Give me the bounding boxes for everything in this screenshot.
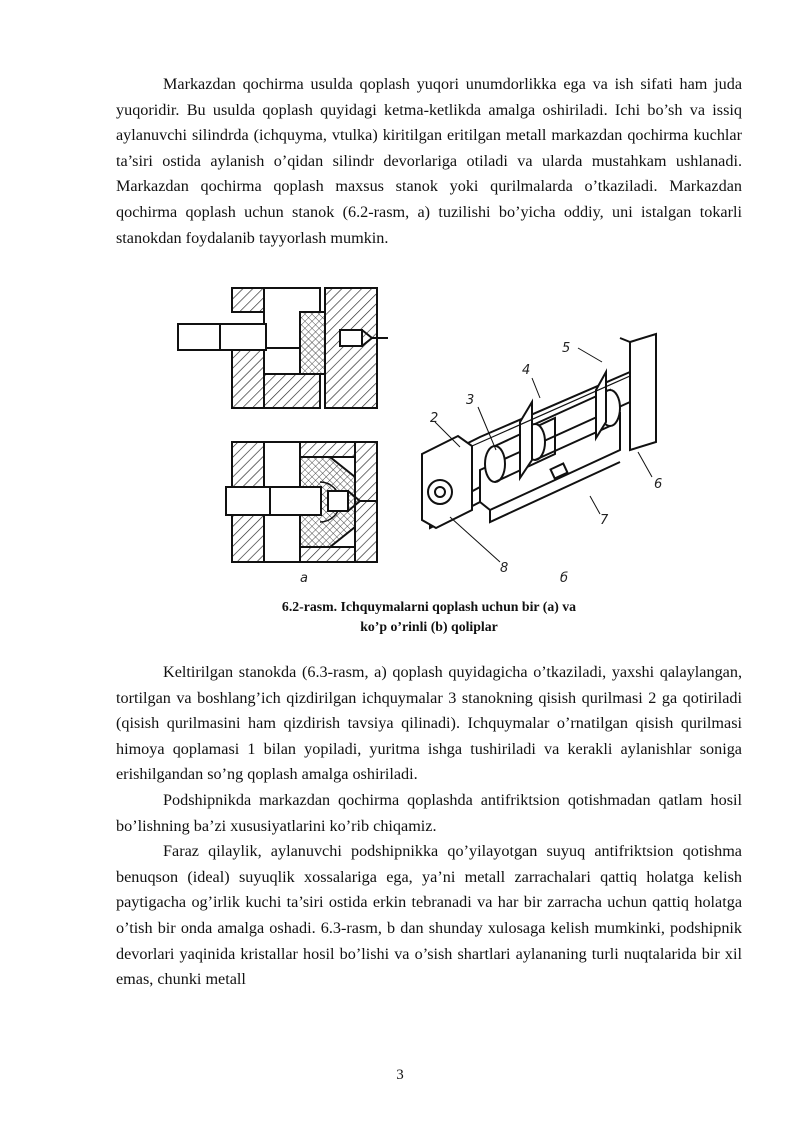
- part-number-2: 2: [430, 411, 439, 426]
- paragraph-3: Podshipnikda markazdan qochirma qoplashda antifriktsion qotishmadan qatlam hosil bo’lishning ba’zi xususiyatlarini ko’rib chiqamiz.: [116, 790, 742, 835]
- mold-drawing: [160, 282, 700, 592]
- part-number-5: 5: [562, 341, 571, 356]
- body-text-top: [116, 72, 742, 251]
- part-number-4: 4: [522, 363, 531, 378]
- caption-line-2: ko’p o’rinli (b) qoliplar: [360, 619, 498, 634]
- mold-b: [422, 334, 656, 562]
- paragraph-2: Keltirilgan stanokda (6.3-rasm, a) qoplash quyidagicha o’tkaziladi, yaxshi qalaylangan, tortilgan va boshlang’ich qizdirilgan ichquymalar 3 stanokning qisish qurilmasi 2 ga qotiriladi (qisish qurilmasini ham qizdirish tavsiya qilinadi). Ichquymalar o’rnatilgan qisish qurilmasi himoya qoplamasi 1 bilan yopiladi, yuritma ishga tushiriladi va kerakli aylanishlar soniga erishilgandan so’ng qoplash amalga oshiriladi.: [116, 663, 742, 784]
- paragraph-4: Faraz qilaylik, aylanuvchi podshipnikka qo’yilayotgan suyuq antifriktsion qotishma benuqson (ideal) suyuqlik xossalariga ega, ya’ni metall zarrachalari qattiq holatga kelish paytigacha og’irlik kuchi ta’siri ostida erkin tebranadi va har bir zarracha uchun qattiq holatga o’tish bir onda amalga oshadi. 6.3-rasm, b dan shunday xulosaga kelish mumkinki, podshipnik devorlari yaqinida kristallar hosil bo’lishi va o’sish shartlari aylananing turli nuqtalarida bir xil emas, chunki metall: [116, 842, 742, 989]
- figure-6-2: [160, 282, 700, 592]
- caption-line-1: 6.2-rasm. Ichquymalarni qoplash uchun bir (a) va: [281, 599, 577, 614]
- label-b: б: [560, 571, 569, 586]
- part-number-8: 8: [500, 561, 509, 576]
- figure-caption: [116, 597, 742, 637]
- label-a: а: [300, 571, 308, 586]
- part-number-3: 3: [466, 393, 475, 408]
- part-number-7: 7: [600, 513, 609, 528]
- mold-a-top: [178, 288, 388, 408]
- page-number: 3: [396, 1067, 404, 1083]
- paragraph-1: Markazdan qochirma usulda qoplash yuqori unumdorlikka ega va ish sifati ham juda yuqoridir. Bu usulda qoplash quyidagi ketma-ketlikda amalga oshiriladi. Ichi bo’sh va issiq aylanuvchi silindrda (ichquyma, vtulka) kiritilgan eritilgan metall markazdan qochirma kuchlar ta’siri ostida aylanish o’qidan silindr devorlariga otiladi va ularda mustahkam ushlanadi. Markazdan qochirma qoplash maxsus stanok yoki qurilmalarda o’tkaziladi. Markazdan qochirma qoplash uchun stanok (6.2-rasm, a) tuzilishi bo’yicha oddiy, uni istalgan tokarli stanokdan foydalanib tayyorlash mumkin.: [116, 75, 742, 247]
- body-text-bottom: [116, 660, 742, 993]
- mold-a-bottom: [226, 442, 377, 562]
- part-number-6: 6: [654, 477, 663, 492]
